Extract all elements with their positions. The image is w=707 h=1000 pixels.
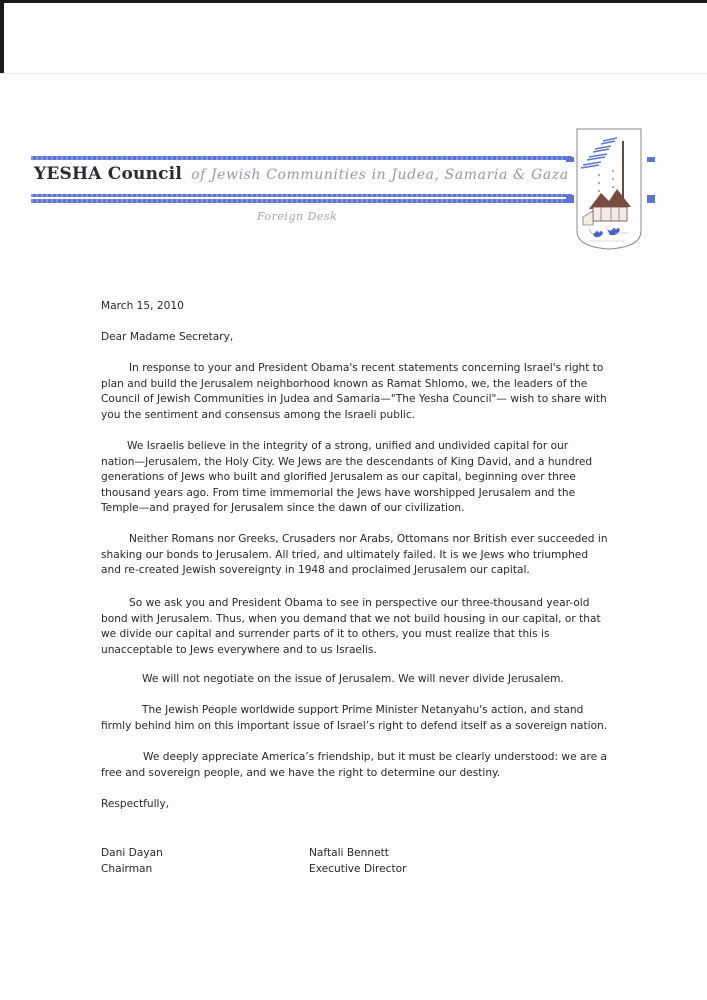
paragraph-line: We deeply appreciate America’s friendship, but it must be clearly understood: we are a bbox=[143, 751, 607, 763]
paragraph-line: In response to your and President Obama's recent statements concerning Israel's right to bbox=[129, 362, 604, 374]
scan-border-left bbox=[0, 0, 4, 74]
letter-paragraph bbox=[101, 596, 601, 658]
paragraph-line: unacceptable to Jews everywhere and to us Israelis. bbox=[101, 643, 377, 656]
org-name: YESHA Council bbox=[34, 164, 182, 184]
paragraph-line: and re-created Jewish sovereignty in 1948 and proclaimed Jerusalem our capital. bbox=[101, 564, 530, 577]
signatory-name: Naftali Bennett bbox=[309, 847, 389, 859]
scan-border-top bbox=[0, 0, 707, 3]
letterhead-title bbox=[34, 164, 569, 184]
paragraph-line: firmly behind him on this important issue of Israel’s right to defend itself as a sovereign nation. bbox=[101, 719, 608, 732]
letter-date: March 15, 2010 bbox=[101, 300, 184, 312]
paragraph-line: Temple—and prayed for Jerusalem since the dawn of our civilization. bbox=[101, 502, 465, 515]
letter-paragraph bbox=[101, 439, 601, 517]
letter-paragraph bbox=[101, 703, 608, 734]
yesha-emblem-icon bbox=[575, 127, 643, 251]
emblem-tab bbox=[566, 195, 574, 203]
paragraph-line: we divide our capital and surrender parts of it to others, you must realize that this is bbox=[101, 628, 550, 641]
letter-paragraph bbox=[101, 672, 601, 688]
letter-paragraph bbox=[101, 532, 608, 579]
paragraph-line: We Israelis believe in the integrity of a strong, unified and undivided capital for our bbox=[127, 440, 569, 452]
signatory bbox=[309, 845, 407, 877]
emblem-tab bbox=[647, 157, 655, 162]
letter-salutation: Dear Madame Secretary, bbox=[101, 331, 234, 343]
letterhead-rule-bottom-2 bbox=[31, 199, 572, 203]
paragraph-line: shaking our bonds to Jerusalem. All tried, and ultimately failed. It is we Jews who triumphed bbox=[101, 548, 589, 561]
paragraph-line: thousand years ago. From time immemorial the Jews have worshipped Jerusalem and the bbox=[101, 486, 576, 499]
department-label: Foreign Desk bbox=[257, 210, 338, 223]
signatory-title: Executive Director bbox=[309, 863, 407, 875]
paragraph-line: plan and build the Jerusalem neighborhood known as Ramat Shlomo, we, the leaders of the bbox=[101, 377, 588, 390]
signatory bbox=[101, 845, 163, 877]
paragraph-line: bond with Jerusalem. Thus, when you demand that we not build housing in our capital, or that bbox=[101, 612, 601, 625]
letter-closing: Respectfully, bbox=[101, 798, 170, 810]
letterhead-rule-bottom-1 bbox=[31, 194, 572, 197]
emblem-tab bbox=[647, 195, 655, 203]
letter-paragraph bbox=[101, 361, 607, 423]
scan-page-edge bbox=[0, 73, 707, 74]
signatory-title: Chairman bbox=[101, 863, 153, 875]
paragraph-line: Neither Romans nor Greeks, Crusaders nor Arabs, Ottomans nor British ever succeeded in bbox=[129, 533, 608, 545]
paragraph-line: free and sovereign people, and we have the right to determine our destiny. bbox=[101, 766, 501, 779]
paragraph-line: nation—Jerusalem, the Holy City. We Jews are the descendants of King David, and a hundred bbox=[101, 455, 593, 468]
paragraph-line: The Jewish People worldwide support Prime Minister Netanyahu's action, and stand bbox=[142, 704, 584, 716]
paragraph-line: We will not negotiate on the issue of Jerusalem. We will never divide Jerusalem. bbox=[142, 673, 564, 685]
paragraph-line: Council of Jewish Communities in Judea and Samaria—"The Yesha Council"— wish to share with bbox=[101, 393, 607, 406]
letterhead-rule-top bbox=[31, 156, 572, 160]
paragraph-line: you the sentiment and consensus among the Israeli public. bbox=[101, 408, 416, 421]
org-subtitle: of Jewish Communities in Judea, Samaria & Gaza bbox=[191, 167, 569, 183]
paragraph-line: generations of Jews who built and glorified Jerusalem as our capital, beginning over three bbox=[101, 471, 576, 484]
emblem-tab bbox=[566, 157, 574, 162]
paragraph-line: So we ask you and President Obama to see in perspective our three-thousand year-old bbox=[129, 597, 590, 609]
letter-paragraph bbox=[101, 750, 607, 781]
signatory-name: Dani Dayan bbox=[101, 847, 163, 859]
